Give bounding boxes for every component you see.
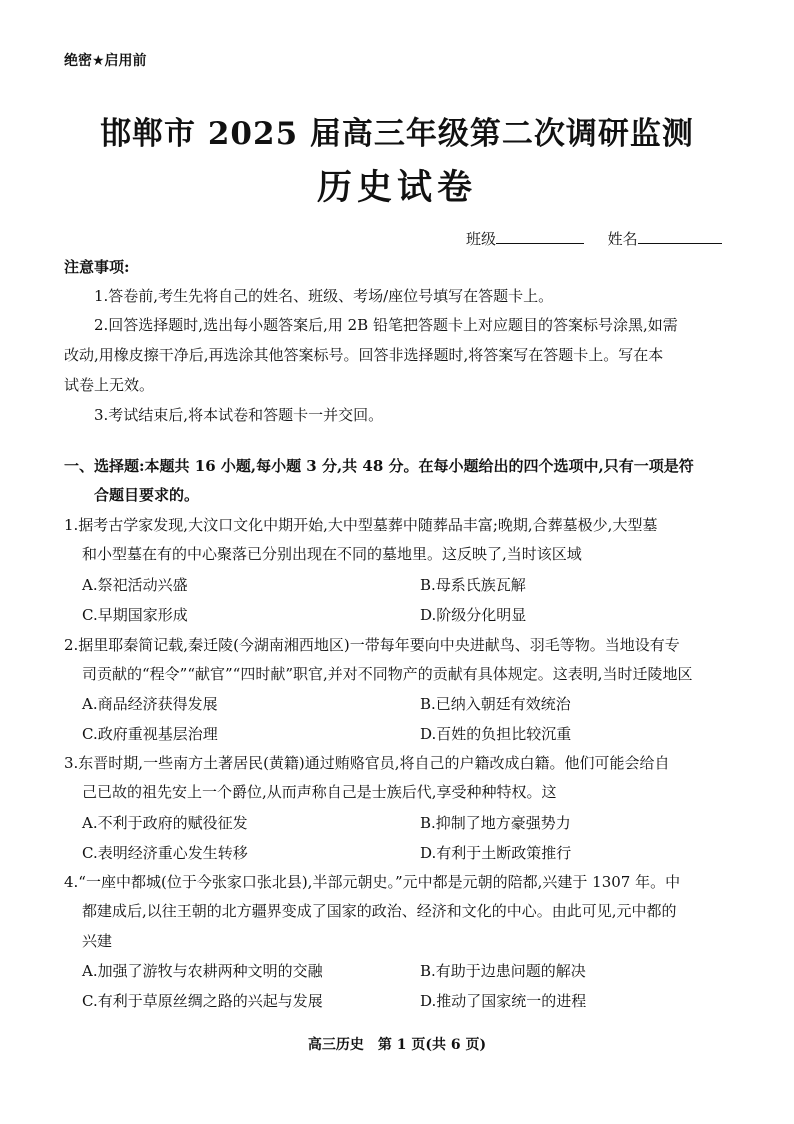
question-2-option-c[interactable]: C.政府重视基层治理 <box>82 725 218 743</box>
question-3-line-2: 己已故的祖先安上一个爵位,从而声称自己是士族后代,享受种种特权。这 <box>82 783 557 801</box>
question-1-line-1: 1.据考古学家发现,大汶口文化中期开始,大中型墓葬中随葬品丰富;晚期,合葬墓极少,大型墓 <box>64 516 658 534</box>
question-2-line-1: 2.据里耶秦简记载,秦迁陵(今湖南湘西地区)一带每年要向中央进献鸟、羽毛等物。当地设有专 <box>64 636 680 654</box>
student-info-fields <box>466 228 722 249</box>
name-label: 姓名 <box>607 230 638 248</box>
page-footer: 高三历史 第 1 页(共 6 页) <box>307 1037 487 1053</box>
question-4-option-c[interactable]: C.有利于草原丝绸之路的兴起与发展 <box>82 992 323 1010</box>
name-blank <box>638 229 722 244</box>
question-2-option-d[interactable]: D.百姓的负担比较沉重 <box>420 725 572 743</box>
question-1-option-d[interactable]: D.阶级分化明显 <box>420 606 527 624</box>
question-4-option-d[interactable]: D.推动了国家统一的进程 <box>420 992 587 1010</box>
confidential-label: 绝密★启用前 <box>64 53 147 69</box>
question-2-option-b[interactable]: B.已纳入朝廷有效统治 <box>420 695 571 713</box>
note-item-1: 1.答卷前,考生先将自己的姓名、班级、考场/座位号填写在答题卡上。 <box>94 287 554 305</box>
question-1-option-b[interactable]: B.母系氏族瓦解 <box>420 576 526 594</box>
notes-heading: 注意事项: <box>64 258 130 276</box>
question-2-option-a[interactable]: A.商品经济获得发展 <box>82 695 218 713</box>
section-heading: 一、选择题:本题共 16 小题,每小题 3 分,共 48 分。在每小题给出的四个选项中,只有一项是符 <box>64 457 694 475</box>
question-4-option-a[interactable]: A.加强了游牧与农耕两种文明的交融 <box>82 962 323 980</box>
section-heading-cont: 合题目要求的。 <box>94 486 200 504</box>
class-label: 班级 <box>466 230 497 248</box>
question-4-line-1: 4.“一座中都城(位于今张家口张北县),半部元朝史。”元中都是元朝的陪都,兴建于 1307 年。中 <box>64 873 681 891</box>
question-3-option-a[interactable]: A.不利于政府的赋役征发 <box>82 814 248 832</box>
question-4-line-2: 都建成后,以往王朝的北方疆界变成了国家的政治、经济和文化的中心。由此可见,元中都的 <box>82 902 677 920</box>
note-item-3: 3.考试结束后,将本试卷和答题卡一并交回。 <box>94 406 384 424</box>
question-4-line-3: 兴建 <box>82 932 113 950</box>
question-3-line-1: 3.东晋时期,一些南方土著居民(黄籍)通过贿赂官员,将自己的户籍改成白籍。他们可能会给自 <box>64 754 670 772</box>
note-item-2-line-3: 试卷上无效。 <box>64 376 155 394</box>
question-2-line-2: 司贡献的“程令”“献官”“四时献”职官,并对不同物产的贡献有具体规定。这表明,当时迁陵地区 <box>82 665 693 683</box>
question-1-option-c[interactable]: C.早期国家形成 <box>82 606 188 624</box>
note-item-2-line-2: 改动,用橡皮擦干净后,再选涂其他答案标号。回答非选择题时,将答案写在答题卡上。写在本 <box>64 346 664 364</box>
exam-title: 邯郸市 2025 届高三年级第二次调研监测 <box>100 116 694 152</box>
question-1-line-2: 和小型墓在有的中心聚落已分别出现在不同的墓地里。这反映了,当时该区域 <box>82 545 582 563</box>
exam-subject-title: 历史试卷 <box>316 167 477 208</box>
question-3-option-d[interactable]: D.有利于土断政策推行 <box>420 844 572 862</box>
question-3-option-b[interactable]: B.抑制了地方豪强势力 <box>420 814 571 832</box>
question-1-option-a[interactable]: A.祭祀活动兴盛 <box>82 576 188 594</box>
note-item-2-line-1: 2.回答选择题时,选出每小题答案后,用 2B 铅笔把答题卡上对应题目的答案标号涂黑,如需 <box>94 316 678 334</box>
question-3-option-c[interactable]: C.表明经济重心发生转移 <box>82 844 248 862</box>
class-blank <box>496 229 584 244</box>
question-4-option-b[interactable]: B.有助于边患问题的解决 <box>420 962 586 980</box>
